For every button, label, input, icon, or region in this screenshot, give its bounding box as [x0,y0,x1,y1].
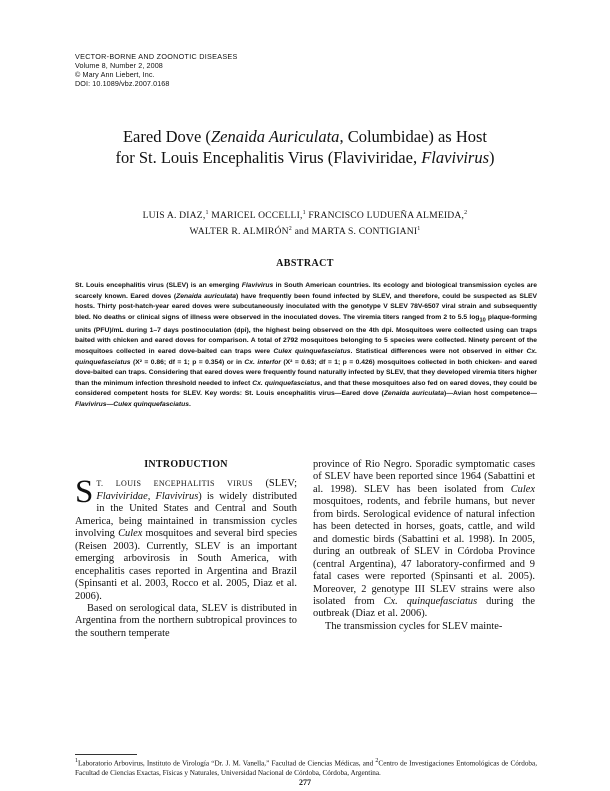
title-text: ) [489,148,495,167]
abstract-heading: ABSTRACT [276,258,334,269]
journal-doi: DOI: 10.1089/vbz.2007.0168 [75,79,170,88]
title-text: , Columbidae) as Host [339,127,488,146]
footnote-mark: 2 [375,758,379,764]
page-number: 277 [299,778,311,787]
abstract-italic: Culex quinquefasciatus [113,400,190,408]
body-italic: Cx. quinquefasciatus [383,595,478,607]
author-name: LUIS A. DIAZ, [142,210,206,222]
abstract-text: , and that these mosquitoes also fed on eared doves, they could be considered competent hosts for SLEV. Key words: St. Louis encephalitis virus—Eared dove ( [75,379,538,398]
intro-paragraph [313,459,535,621]
intro-paragraph [75,474,298,603]
journal-name: VECTOR-BORNE AND ZOONOTIC DISEASES [75,52,238,61]
abstract-text: )—Avian host competence— [443,390,537,398]
small-caps-text: T. LOUIS ENCEPHALITIS VIRUS [96,479,253,489]
affiliation-mark: 2 [288,225,292,232]
article-title [40,126,570,168]
intro-paragraph: The transmission cycles for SLEV mainte- [325,620,503,632]
body-italic: Culex [118,528,143,540]
affiliation-mark: 1 [205,210,209,216]
title-italic: Zenaida Auriculata [210,127,340,146]
abstract-italic: Cx. interfor [244,358,281,366]
journal-header [75,52,238,88]
body-text: (SLEV; [252,478,298,490]
body-text: province of Rio Negro. Sporadic symptomatic cases of SLEV have been reported since 1964 (Sabattini et al. 1998). SLEV has been isolated from [313,459,535,495]
footnote-text: Laboratorio Arbovirus, Instituto de Virología “Dr. J. M. Vanella,” Facultad de Ciencias Médicas, and [78,759,376,768]
abstract-text: in South American countries. Its ecology and biological transmission cycles are scarcely known. Eared doves ( [75,282,537,300]
abstract-italic: Culex quinquefasciatus [273,347,351,355]
abstract-text: . [189,400,191,408]
affiliation-footnote [75,757,537,778]
abstract-text: St. Louis encephalitis virus (SLEV) is an emerging [75,282,242,289]
footnote-text: Centro de Investigaciones Entomológicas de Córdoba, Facultad de Ciencias Exactas, Físicas y Naturales, Universidad Nacional de Córdoba, Córdoba, Argentina. [75,759,537,777]
abstract-text: plaque-forming units (PFU)/mL during 1–7 days postinoculation (dpi), the highest being observed on the 4th dpi. Mosquitoes were collected using can traps baited with chicken and eared doves for comparison. A total of 2792 mosquitoes belonging to 5 species were collected. Ninety percent of the mosquitoes collected in eared dove-baited can traps were [75,313,537,355]
title-text: Eared Dove ( [122,127,211,146]
body-italic: Flaviviridae, Flavivirus [96,490,199,502]
abstract-italic: Flavivirus [241,282,274,289]
journal-volume: Volume 8, Number 2, 2008 [75,61,163,70]
intro-paragraph: Based on serological data, SLEV is distributed in Argentina from the northern subtropical provinces to the southern temperate [75,602,297,639]
journal-copyright: © Mary Ann Liebert, Inc. [75,70,155,79]
abstract-text: — [106,400,114,408]
left-column [75,459,297,640]
abstract-italic: Cx. quinquefasciatus [75,347,537,366]
body-text: during the outbreak (Diaz et al. 2006). [313,595,535,620]
abstract-italic: Cx. quinquefasciatus [252,379,321,387]
abstract-italic: Flavivirus [75,400,107,408]
author-list [40,207,570,238]
affiliation-mark: 2 [464,210,468,216]
footnote-rule [75,754,137,755]
footnote-mark: 1 [75,758,78,764]
title-italic: Flavivirus [421,148,490,167]
drop-cap: S [75,474,94,511]
abstract-text: (X² = 0.63; df = 1; p = 0.426) mosquitoes collected in both chicken- and eared dove-baited can traps. Considering that eared doves were frequently found naturally infected by SLEV, that they developed viremia titers higher than the minimum infection threshold needed to infect [75,358,537,387]
abstract-text: (X² = 0.86; df = 1; p = 0.354) or in [130,358,245,366]
abstract-body [75,281,537,410]
abstract-text: . Statistical differences were not observed in either [350,347,527,355]
body-text: mosquitoes, rodents, and febrile humans, but never from birds. Serological evidence of natural infection has been detected in horses, goats, cattle, and wild and domestic birds (Sabattini et al. 1998). In 2005, during an outbreak of SLEV in Córdoba Province (central Argentina), 47 laboratory-confirmed and 9 fatal cases were reported (Spinsanti et al. 2005). Moreover, 2 genotype III SLEV strains were also isolated from [313,496,535,607]
abstract-subscript: 10 [479,317,486,324]
author-name: MARICEL OCCELLI, [208,210,303,222]
introduction-heading: INTRODUCTION [144,459,228,470]
abstract-text: ) have frequently been found infected by SLEV, and therefore, could be suspected as SLEV hosts. Thirty post-hatch-year eared doves were subcutaneously inoculated with the genotype V SLEV 78V-6507 viral strain and subsequently bled. No deaths or clinical signs of illness were observed in the inoculated doves. The viremia titers ranged from 2 to 5.5 log [75,292,537,321]
affiliation-mark: 1 [302,210,306,216]
abstract-italic: Zenaida auriculata [176,292,237,300]
author-name: FRANCISCO LUDUEÑA ALMEIDA, [305,210,465,222]
body-italic: Culex [510,483,535,495]
title-text: for St. Louis Encephalitis Virus (Flaviviridae, [115,148,422,167]
body-text: ) is widely distributed in the United States and Central and South America, being maintained in transmission cycles involving [75,490,297,540]
body-text: mosquitoes and several bird species (Reisen 2003). Currently, SLEV is an important emerging arbovirosis in South America, with encephalitis cases reported in Argentina and Brazil (Spinsanti et al. 2003, Rocco et al. 2005, Diaz et al. 2006). [75,528,297,602]
abstract-italic: Zenaida auriculata [383,390,444,398]
author-name: WALTER R. ALMIRÓN [189,225,289,237]
right-column [313,459,535,633]
affiliation-mark: 1 [417,225,421,232]
author-name: and MARTA S. CONTIGIANI [292,225,418,237]
